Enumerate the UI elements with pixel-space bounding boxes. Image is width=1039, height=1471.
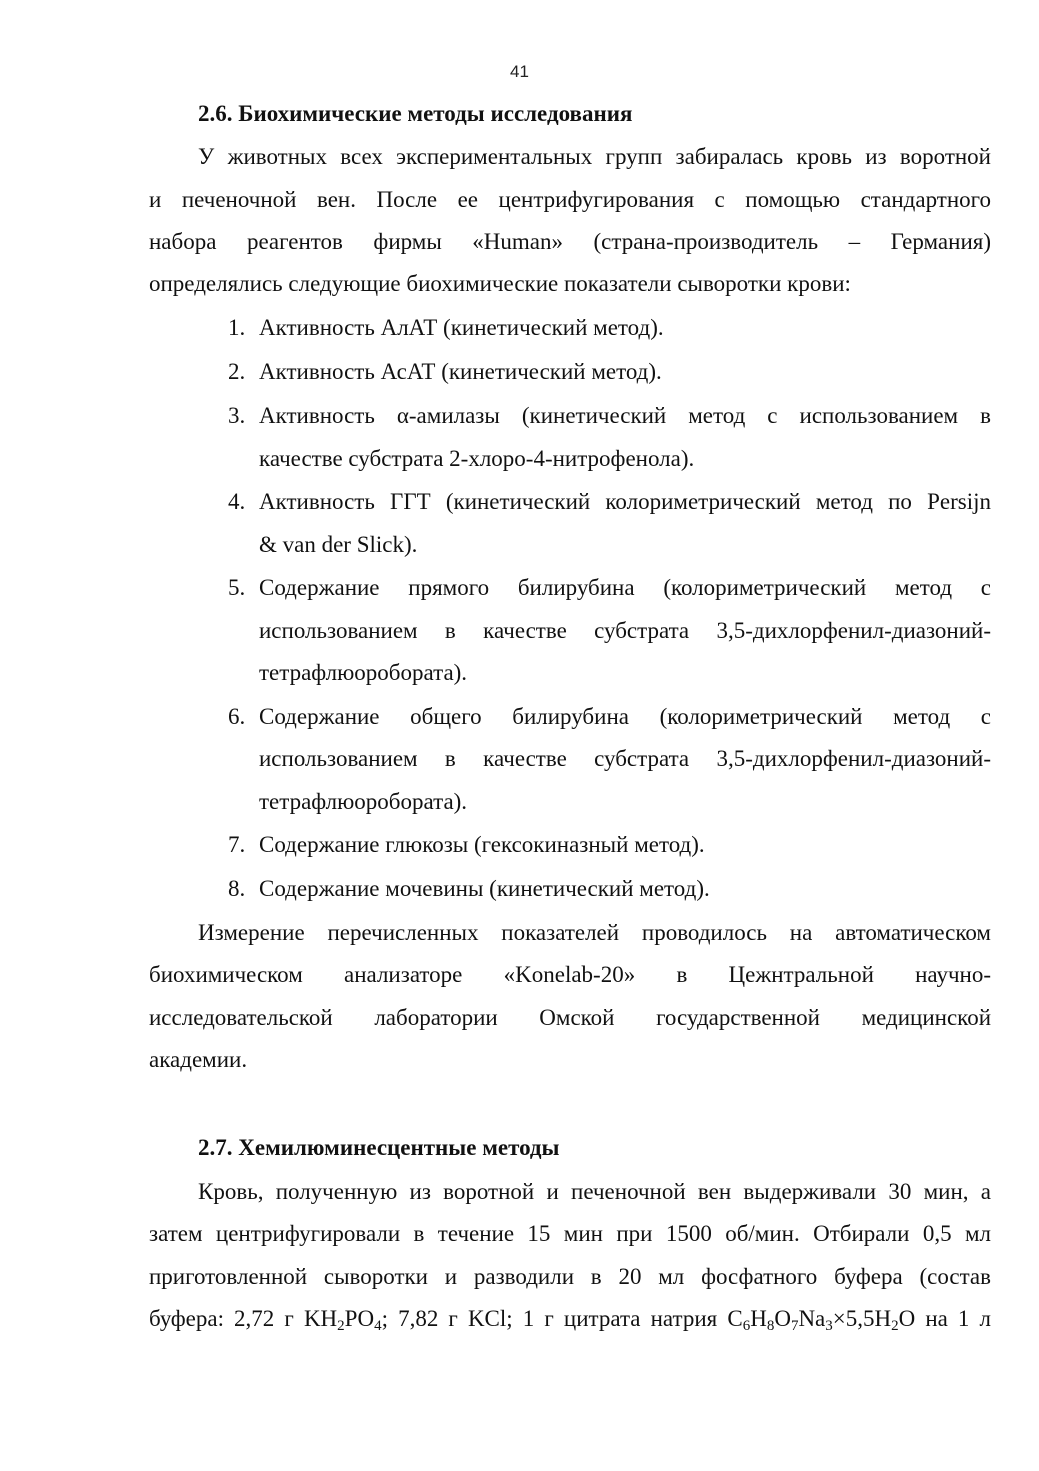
paragraph-line: затем центрифугировали в течение 15 мин при 1500 об/мин. Отбирали 0,5 мл: [149, 1221, 991, 1246]
list-item-number: 3.: [228, 403, 246, 428]
paragraph-line: академии.: [149, 1047, 248, 1072]
list-item-text: Активность АлАТ (кинетический метод).: [259, 315, 664, 340]
paragraph-line: и печеночной вен. После ее центрифугирования с помощью стандартного: [149, 187, 991, 212]
page-number: 41: [510, 62, 529, 81]
list-item-text: качестве субстрата 2-хлоро-4-нитрофенола).: [259, 446, 695, 471]
list-item-number: 8.: [228, 876, 246, 901]
text-run: ×5,5H: [832, 1306, 892, 1331]
subscript: 4: [374, 1318, 382, 1334]
text-run: ; 7,82 г KCl; 1 г цитрата натрия C: [381, 1306, 743, 1331]
list-item-number: 1.: [228, 315, 246, 340]
list-item-text: Содержание глюкозы (гексокиназный метод).: [259, 832, 705, 857]
list-item-text: & van der Slick).: [259, 532, 418, 557]
text-run: H: [750, 1306, 767, 1331]
text-run: PO: [344, 1306, 375, 1331]
text-run: Na: [798, 1306, 826, 1331]
text-run: буфера: 2,72 г KH: [149, 1306, 338, 1331]
list-item-text: Активность АсАТ (кинетический метод).: [259, 359, 662, 384]
paragraph-line: У животных всех экспериментальных групп забиралась кровь из воротной: [198, 144, 991, 169]
text-run: O на 1 л: [898, 1306, 992, 1331]
paragraph-line: Измерение перечисленных показателей проводилось на автоматическом: [198, 920, 991, 945]
subscript: 3: [825, 1318, 833, 1334]
list-item-number: 2.: [228, 359, 246, 384]
list-item-number: 7.: [228, 832, 246, 857]
list-item-text: использованием в качестве субстрата 3,5-дихлорфенил-диазоний-: [259, 618, 991, 643]
list-item-text: использованием в качестве субстрата 3,5-дихлорфенил-диазоний-: [259, 746, 991, 771]
subscript: 7: [790, 1318, 799, 1334]
subscript: 6: [742, 1318, 751, 1334]
list-item-text: Содержание прямого билирубина (колориметрический метод с: [259, 575, 991, 600]
paragraph-line-formula: [149, 1306, 991, 1332]
text-run: O: [774, 1306, 791, 1331]
paragraph-line: исследовательской лаборатории Омской государственной медицинской: [149, 1005, 991, 1030]
paragraph-line: определялись следующие биохимические показатели сыворотки крови:: [149, 271, 851, 296]
list-item-text: тетрафлюоробората).: [259, 789, 468, 814]
subscript: 2: [337, 1318, 345, 1334]
list-item-text: Содержание общего билирубина (колориметрический метод с: [259, 704, 991, 729]
paragraph-line: биохимическом анализаторе «Konelab-20» в Цежнтральной научно-: [149, 962, 991, 987]
list-item-text: тетрафлюоробората).: [259, 660, 468, 685]
subscript: 8: [766, 1318, 775, 1334]
list-item-text: Активность ГГТ (кинетический колориметрический метод по Persijn: [259, 489, 991, 514]
paragraph-line: приготовленной сыворотки и разводили в 20 мл фосфатного буфера (состав: [149, 1264, 991, 1289]
paragraph-line: набора реагентов фирмы «Human» (страна-производитель – Германия): [149, 229, 991, 254]
list-item-number: 5.: [228, 575, 246, 600]
list-item-number: 6.: [228, 704, 246, 729]
section-heading-2-7: 2.7. Хемилюминесцентные методы: [198, 1135, 560, 1160]
subscript: 2: [891, 1318, 899, 1334]
list-item-text: Содержание мочевины (кинетический метод).: [259, 876, 710, 901]
paragraph-line: Кровь, полученную из воротной и печеночной вен выдерживали 30 мин, а: [198, 1179, 991, 1204]
list-item-text: Активность α-амилазы (кинетический метод с использованием в: [259, 403, 991, 428]
section-heading-2-6: 2.6. Биохимические методы исследования: [198, 101, 633, 126]
list-item-number: 4.: [228, 489, 246, 514]
